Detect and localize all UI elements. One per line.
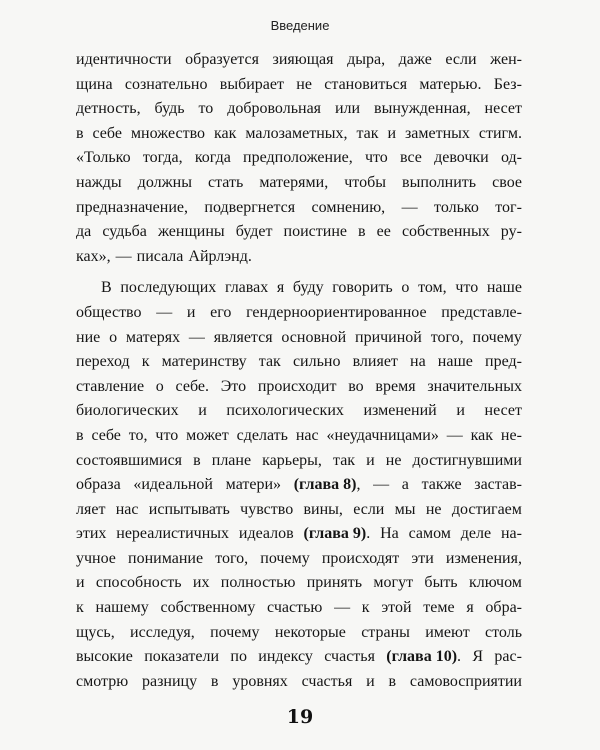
word: буду (292, 279, 324, 297)
word: судьба (102, 223, 147, 241)
word: этой (381, 599, 412, 617)
word: и (387, 124, 397, 142)
word: множество (130, 124, 206, 142)
word: эти (411, 549, 434, 567)
word: то, (128, 426, 148, 444)
text-line (76, 670, 522, 695)
word: что (155, 426, 179, 444)
text-line (76, 326, 522, 351)
word: и (76, 574, 85, 592)
word: представле- (441, 303, 522, 321)
word: и (186, 303, 196, 321)
word: карьеры, (262, 451, 322, 469)
word: биологических (76, 402, 179, 420)
text-line (76, 73, 522, 98)
word: время (375, 377, 416, 395)
text-line (76, 596, 522, 621)
text-line (76, 522, 522, 547)
word: нереалистичных (116, 525, 230, 543)
word: в (76, 124, 84, 142)
word: как (213, 124, 237, 142)
reference-group (386, 645, 461, 670)
word: является (213, 328, 273, 346)
word: счастью (267, 599, 323, 617)
word: могут (373, 574, 414, 592)
word: на (410, 353, 426, 371)
word: В (101, 279, 112, 297)
word: должны (137, 173, 192, 191)
word: плане (211, 451, 252, 469)
word: психологических (226, 402, 344, 420)
word: влияет (352, 353, 398, 371)
word: сделать (236, 426, 288, 444)
word: вины, (303, 500, 343, 518)
word: ляет (76, 500, 106, 518)
word: и (366, 672, 375, 690)
word: того, (215, 549, 249, 567)
word: ключом (468, 574, 522, 592)
word: — (446, 426, 463, 444)
word: по (230, 648, 247, 666)
text-line (76, 48, 522, 73)
word: — (373, 476, 390, 494)
word: наше (486, 279, 522, 297)
word: самовосприятии (409, 672, 522, 690)
word: тогда, (142, 149, 183, 167)
word: несет (484, 402, 522, 420)
word: предположение, (243, 149, 353, 167)
word: рас- (494, 648, 522, 666)
word: принять (306, 574, 363, 592)
word: счастья (324, 648, 375, 666)
word: выбирает (219, 75, 284, 93)
text-line (76, 449, 522, 474)
word: материнству (161, 353, 247, 371)
word: в (210, 672, 219, 690)
word: все (400, 149, 422, 167)
word: ках», (76, 247, 111, 265)
word: будет (235, 223, 273, 241)
word: матери» (225, 476, 282, 494)
word: полностью (220, 574, 296, 592)
word: также (421, 476, 462, 494)
word: . (457, 648, 462, 666)
word: что (364, 149, 388, 167)
word: матерях (125, 328, 181, 346)
word: и (366, 451, 375, 469)
word: уровнях (232, 672, 288, 690)
word: показатели (144, 648, 220, 666)
word: я (276, 279, 285, 297)
word: Я (472, 648, 484, 666)
word: щусь, (76, 623, 115, 641)
word: подвергнется (204, 198, 296, 216)
word: происходят (321, 549, 400, 567)
word: смотрю (76, 672, 129, 690)
chapter-reference: (глава 10) (386, 648, 458, 666)
word: главах (224, 279, 269, 297)
text-line (76, 424, 522, 449)
word: имеют (425, 623, 470, 641)
text-line (76, 498, 522, 523)
word: жен- (490, 51, 522, 68)
word: чтобы (344, 173, 386, 191)
word: страны (361, 623, 410, 641)
reference-group (294, 473, 361, 498)
word: понимание (128, 549, 204, 567)
word: быть (424, 574, 458, 592)
word: наше (437, 353, 473, 371)
word: ставление (76, 377, 145, 395)
word: в (358, 223, 366, 241)
word: так (356, 124, 379, 142)
word: нашему (95, 599, 149, 617)
word: я (466, 599, 474, 617)
word: сознательно (124, 75, 208, 93)
text-line (76, 122, 522, 147)
word: в (76, 426, 84, 444)
word: учное (76, 549, 116, 567)
word: — (115, 247, 132, 265)
word: собственных (401, 223, 490, 241)
word: может (186, 426, 229, 444)
text-line (76, 399, 522, 424)
text-line (76, 220, 522, 245)
word: к (361, 599, 370, 617)
word: женщины (157, 223, 225, 241)
word: как (470, 426, 494, 444)
page-number: 19 (286, 706, 314, 728)
word: На (380, 525, 399, 543)
word: если (353, 500, 385, 518)
word: том, (418, 279, 447, 297)
word: . (366, 525, 371, 543)
word: матерью. (419, 75, 482, 93)
word: зияющая (272, 51, 334, 68)
word: этих (76, 525, 107, 543)
word: последующих (120, 279, 217, 297)
word: высокие (76, 648, 133, 666)
word: сильно (292, 353, 341, 371)
word: не (296, 75, 312, 93)
word: мы (394, 500, 416, 518)
word: разницу (141, 672, 198, 690)
word: если (445, 51, 477, 68)
word: поистине (283, 223, 347, 241)
word: ру- (500, 223, 522, 241)
word: чувство (240, 500, 294, 518)
word: Это (220, 377, 247, 395)
word: некоторые (274, 623, 346, 641)
word: свое (492, 173, 522, 191)
word: , (356, 476, 361, 494)
word: то (198, 100, 214, 118)
word: себе (92, 124, 122, 142)
word: и (198, 402, 207, 420)
word: пред- (485, 353, 522, 371)
word: «идеальной (133, 476, 213, 494)
word: нажды (76, 173, 122, 191)
word: Без- (493, 75, 522, 93)
word: несет (484, 100, 522, 118)
text-line (76, 196, 522, 221)
text-line (76, 571, 522, 596)
word: — (334, 599, 351, 617)
word: да (76, 223, 92, 241)
text-line (76, 473, 522, 498)
text-line (76, 245, 522, 270)
word: нас (295, 426, 319, 444)
text-line (76, 645, 522, 670)
word: о (155, 377, 164, 395)
word: в (193, 451, 201, 469)
word: предназначение, (76, 198, 188, 216)
word: образа (76, 476, 121, 494)
word: индексу (258, 648, 313, 666)
word: не (385, 451, 402, 469)
word: когда (194, 149, 231, 167)
word: нас (115, 500, 139, 518)
word: исследуя, (130, 623, 195, 641)
word: не (425, 500, 442, 518)
word: сомнению, (311, 198, 386, 216)
word: на- (500, 525, 522, 543)
word: счастья (301, 672, 353, 690)
word: девочки (434, 149, 489, 167)
word: выполнить (402, 173, 477, 191)
word: говорить (332, 279, 393, 297)
word: ее (376, 223, 391, 241)
word: или (334, 100, 361, 118)
word: стигм. (478, 124, 522, 142)
text-line (76, 276, 522, 301)
word: переход (76, 353, 130, 371)
word: «Только (76, 149, 131, 167)
word: так (258, 353, 281, 371)
word: так (333, 451, 356, 469)
word: и (456, 402, 465, 420)
word: а (401, 476, 409, 494)
word: идеалов (238, 525, 294, 543)
word: причиной (355, 328, 422, 346)
word: в (388, 672, 397, 690)
word: теме (423, 599, 455, 617)
reference-group (304, 522, 371, 547)
word: того, (430, 328, 464, 346)
word: состоявшимися (76, 451, 183, 469)
word: почему (260, 549, 310, 567)
word: способность (95, 574, 182, 592)
word: добровольная (227, 100, 322, 118)
word: од- (500, 149, 522, 167)
word: к (76, 599, 84, 617)
word: вынужденная, (374, 100, 471, 118)
word: — (156, 303, 173, 321)
word: себе. (175, 377, 209, 395)
word: детность, (76, 100, 141, 118)
chapter-reference: (глава 9) (303, 525, 367, 543)
text-line (76, 146, 522, 171)
text-line (76, 375, 522, 400)
word: — (188, 328, 205, 346)
word: почему (472, 328, 522, 346)
word: собственному (160, 599, 256, 617)
text-line (76, 621, 522, 646)
word: о (109, 328, 118, 346)
body-text (76, 48, 522, 694)
word: застав- (474, 476, 522, 494)
word: щина (76, 75, 113, 93)
text-line (76, 301, 522, 326)
text-line (76, 350, 522, 375)
word: изменения, (445, 549, 522, 567)
word: деле (460, 525, 492, 543)
word: самом (408, 525, 451, 543)
word: достигнувшими (412, 451, 522, 469)
word: изменений (363, 402, 437, 420)
text-line (76, 97, 522, 122)
word: себе (91, 426, 121, 444)
word: ние (76, 328, 101, 346)
word: его (210, 303, 232, 321)
word: только (434, 198, 479, 216)
word: во (348, 377, 364, 395)
word: происходит (257, 377, 337, 395)
word: о (401, 279, 410, 297)
word: общество (76, 303, 142, 321)
word: будь (154, 100, 185, 118)
word: гендерноориентированное (246, 303, 427, 321)
word: малозаметных, (245, 124, 348, 142)
word: писала (136, 247, 184, 265)
word: испытывать (148, 500, 230, 518)
word: значительных (427, 377, 522, 395)
word: тог- (495, 198, 522, 216)
word: дыра, (347, 51, 386, 68)
word: — (401, 198, 418, 216)
word: достигаем (451, 500, 522, 518)
word: почему (210, 623, 260, 641)
chapter-reference: (глава 8) (293, 476, 357, 494)
word: обра- (485, 599, 522, 617)
word: не- (500, 426, 522, 444)
word: их (192, 574, 210, 592)
word: стать (208, 173, 244, 191)
word: идентичности (76, 51, 172, 68)
text-line (76, 547, 522, 572)
word: к (141, 353, 150, 371)
word: даже (398, 51, 432, 68)
word: столь (485, 623, 522, 641)
word: образуется (185, 51, 259, 68)
running-head-title: Введение (270, 18, 330, 33)
word: Айрлэнд. (188, 247, 252, 265)
word: основной (281, 328, 347, 346)
word: «неудачницами» (326, 426, 439, 444)
text-line (76, 171, 522, 196)
word: становиться (324, 75, 408, 93)
word: заметных (404, 124, 470, 142)
word: что (455, 279, 479, 297)
word: матерями, (259, 173, 329, 191)
